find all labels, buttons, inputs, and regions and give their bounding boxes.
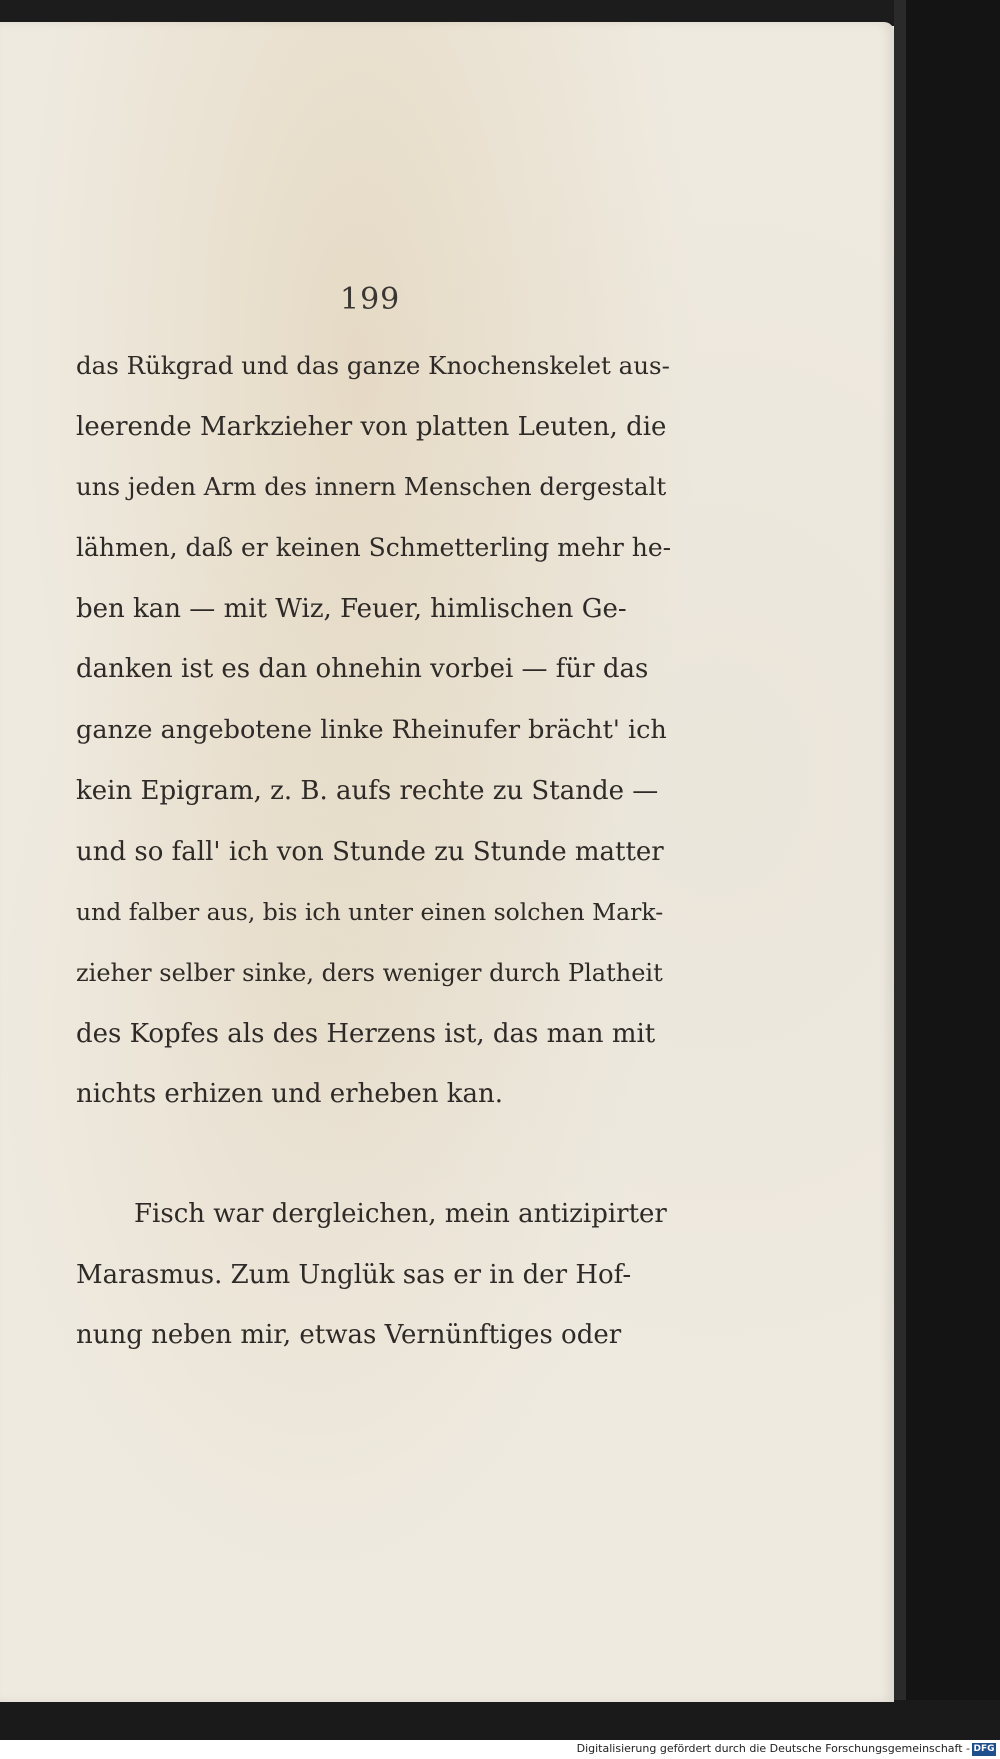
text-line: Fisch war dergleichen, mein antizipirter: [134, 1199, 667, 1229]
footer-credit: Digitalisierung gefördert durch die Deutsche Forschungsgemeinschaft -: [576, 1742, 970, 1755]
text-line: kein Epigram, z. B. aufs rechte zu Stande —: [76, 775, 659, 806]
paragraph-1: [76, 336, 672, 1125]
dfg-logo: DFG: [973, 1744, 995, 1754]
text-line: leerende Markzieher von platten Leuten, die: [76, 411, 667, 442]
text-line: und falber aus, bis ich unter einen solchen Mark-: [76, 898, 664, 927]
text-line: zieher selber sinke, ders weniger durch Platheit: [76, 958, 663, 987]
text-line: ganze angebotene linke Rheinufer brächt' ich: [76, 715, 667, 746]
scan-border-bottom: [0, 1700, 1000, 1740]
text-line: das Rükgrad und das ganze Knochenskelet aus-: [76, 351, 670, 380]
text-line: und so fall' ich von Stunde zu Stunde matter: [76, 836, 664, 867]
page-edge-shadow: [894, 0, 906, 1740]
text-line: des Kopfes als des Herzens ist, das man mit: [76, 1018, 656, 1049]
text-line: ben kan — mit Wiz, Feuer, himlischen Ge-: [76, 593, 627, 624]
text-line: Marasmus. Zum Unglük sas er in der Hof-: [76, 1259, 632, 1290]
text-line: danken ist es dan ohnehin vorbei — für das: [76, 654, 649, 685]
footer-bar: [0, 1740, 1000, 1759]
text-line: lähmen, daß er keinen Schmetterling mehr he-: [76, 533, 672, 563]
paragraph-2: [76, 1184, 672, 1366]
text-line: uns jeden Arm des innern Menschen dergestalt: [76, 472, 667, 502]
scan-border-right: [894, 0, 1000, 1740]
text-line: nichts erhizen und erheben kan.: [76, 1079, 504, 1110]
text-line: nung neben mir, etwas Vernünftiges oder: [76, 1320, 622, 1351]
page-number: 199: [340, 282, 401, 317]
